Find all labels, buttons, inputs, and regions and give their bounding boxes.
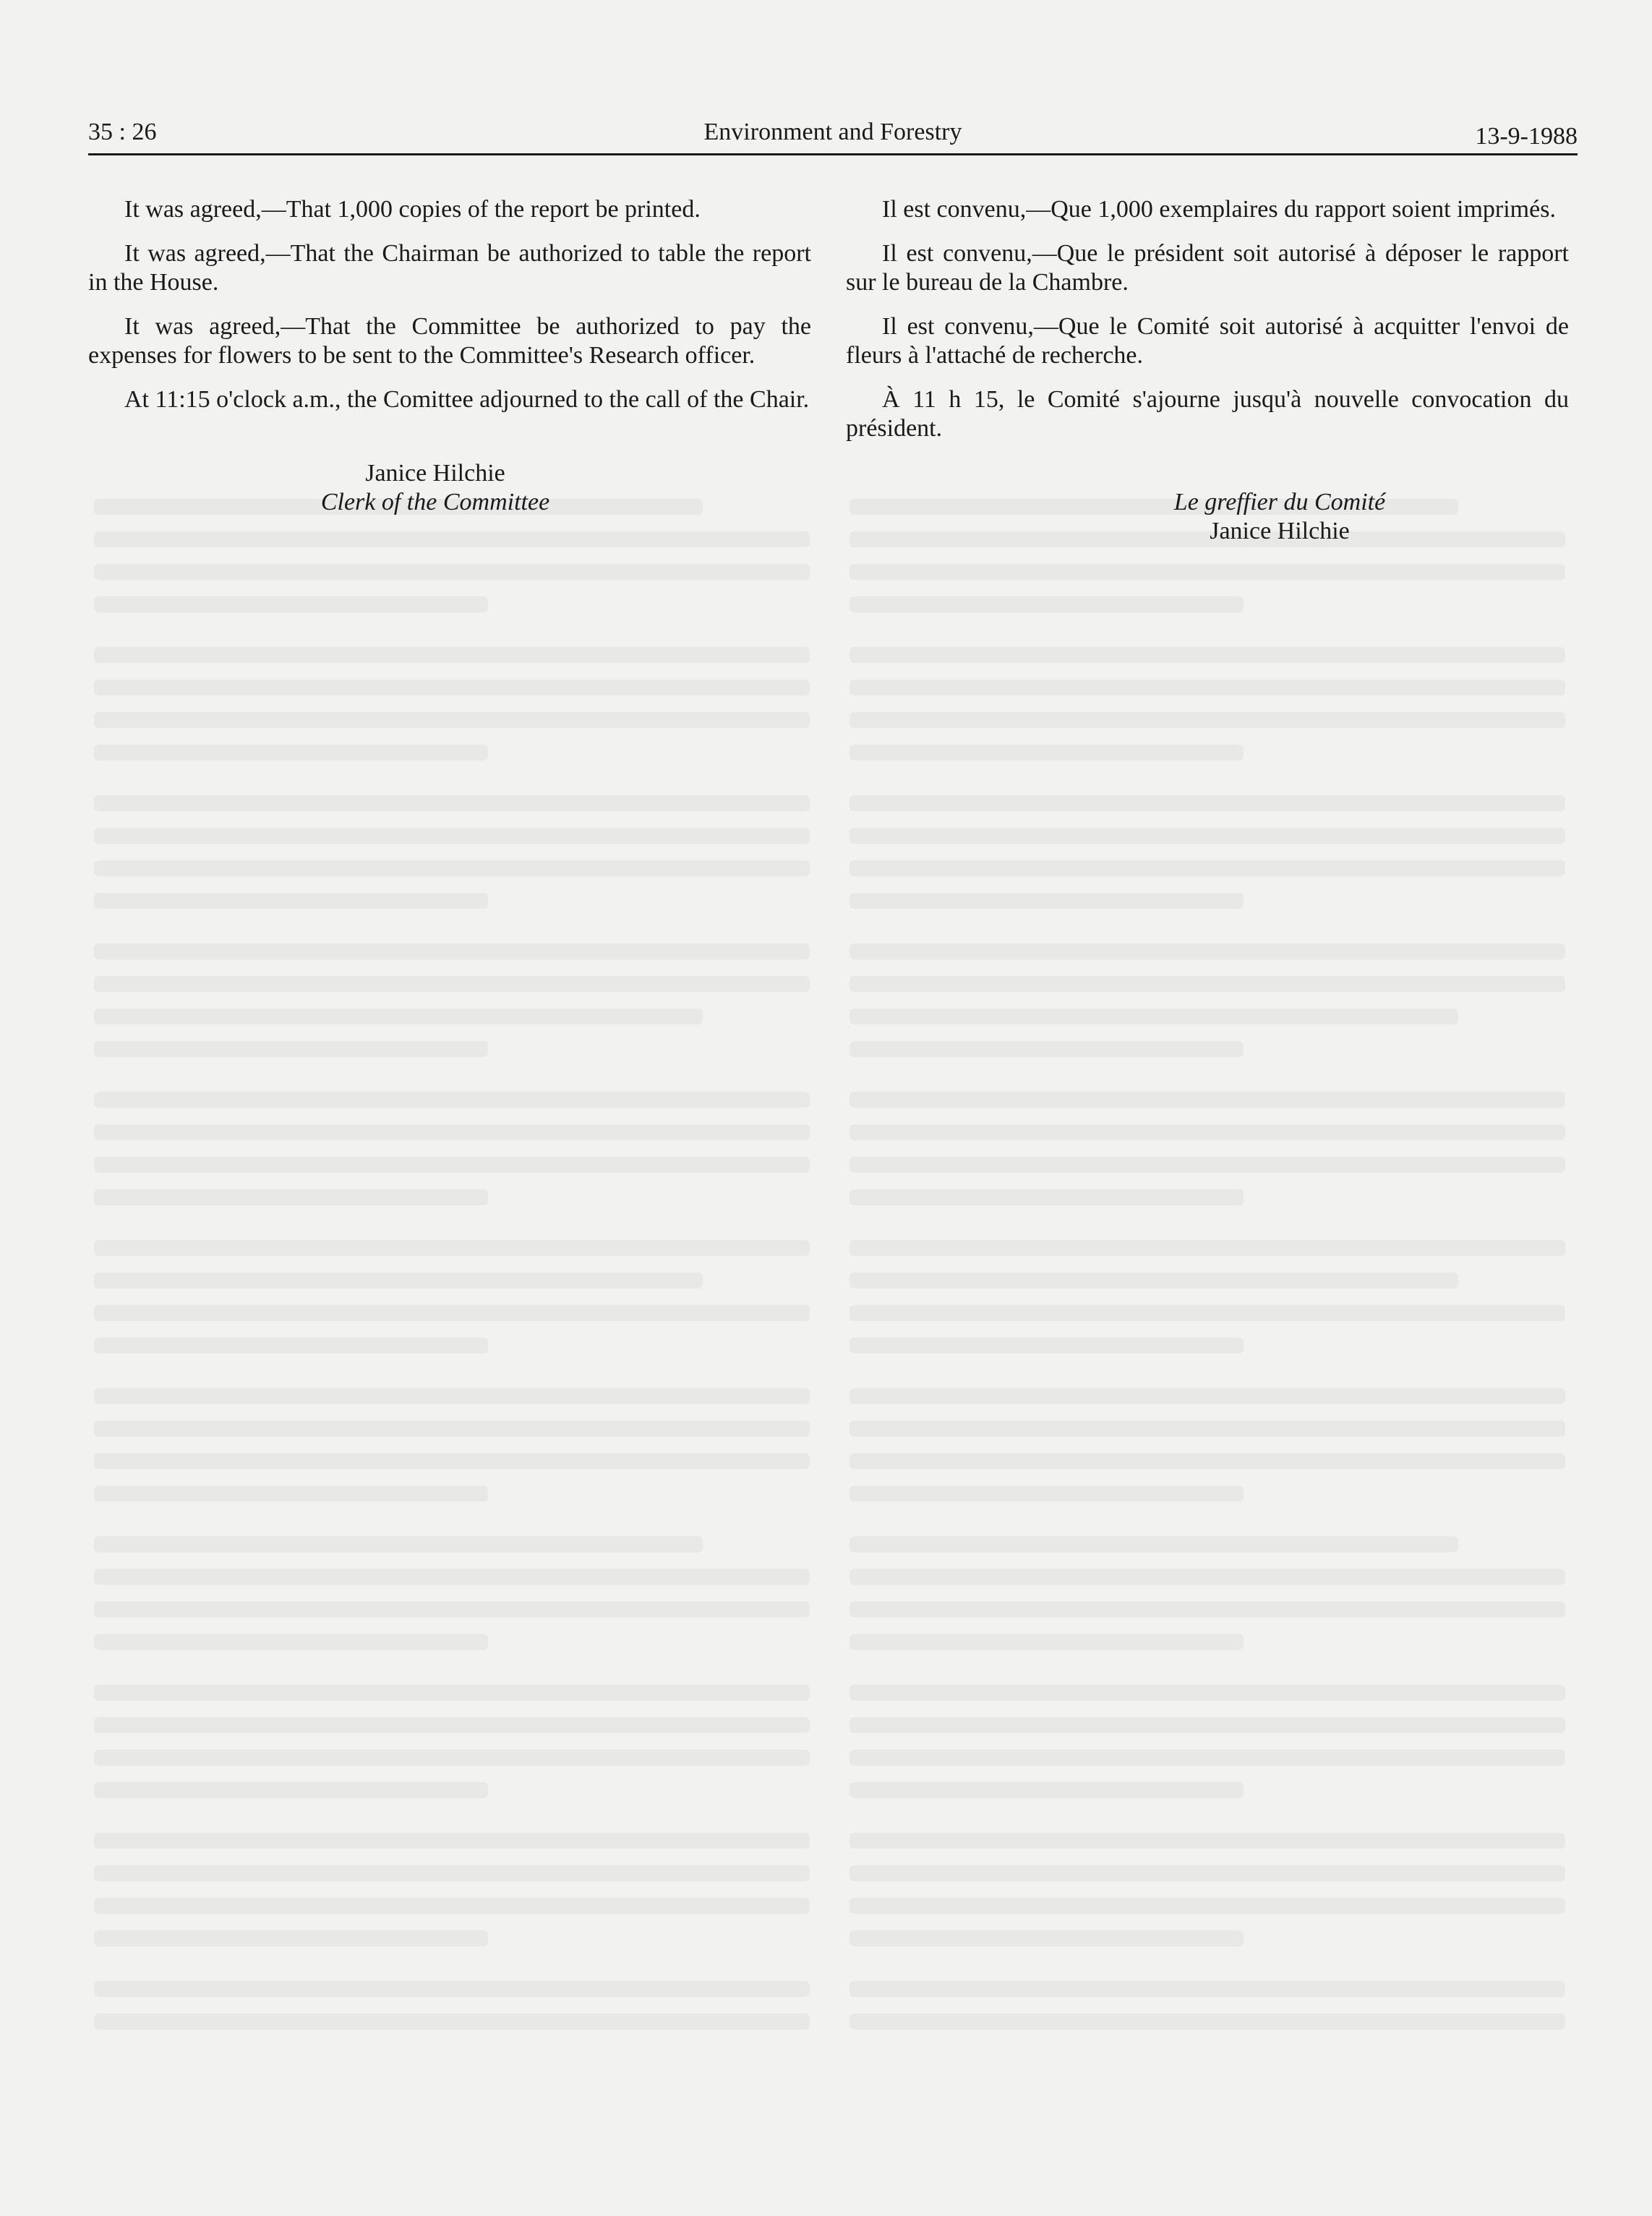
bleed-through-line [849, 680, 1565, 696]
header-rule [88, 153, 1578, 155]
bleed-through-line [94, 1092, 810, 1108]
minutes-paragraph: At 11:15 o'clock a.m., the Comittee adjourned to the call of the Chair. [124, 386, 810, 413]
minutes-paragraph: Il est convenu,—Que le Comité soit autorisé à acquitter l'envoi de fleurs à l'attaché de recherche. [846, 313, 1569, 369]
signature-title: Le greffier du Comité [1173, 489, 1386, 516]
bleed-through-line [849, 1750, 1565, 1766]
bleed-through-line [94, 647, 810, 663]
bleed-through-line [94, 1157, 810, 1173]
bleed-through-line [849, 1421, 1565, 1437]
bleed-through-line [94, 712, 810, 728]
bleed-through-line [94, 1634, 488, 1650]
page-number: 35 : 26 [88, 119, 157, 145]
bleed-through-line [94, 860, 810, 876]
bleed-through-line [94, 1536, 703, 1552]
bleed-through-line [94, 1305, 810, 1321]
bleed-through-line [94, 1421, 810, 1437]
minutes-paragraph: À 11 h 15, le Comité s'ajourne jusqu'à nouvelle convocation du président. [846, 386, 1569, 442]
signature-block [1063, 488, 1497, 546]
bleed-through-line [94, 1240, 810, 1256]
bleed-through-line [849, 1782, 1244, 1798]
bleed-through-line [94, 1388, 810, 1404]
bleed-through-line [94, 680, 810, 696]
bleed-through-line [849, 976, 1565, 992]
bleed-through-line [849, 1717, 1565, 1733]
bleed-through-line [849, 1930, 1244, 1946]
signature-title: Clerk of the Committee [320, 489, 550, 516]
bleed-through-line [94, 944, 810, 959]
bleed-through-line [94, 1272, 703, 1288]
bleed-through-line [94, 1041, 488, 1057]
bleed-through-line [94, 1009, 703, 1024]
minutes-paragraph: Il est convenu,—Que 1,000 exemplaires du rapport soient imprimés. [882, 196, 1556, 223]
bleed-through-line [94, 2014, 810, 2029]
bleed-through-line [849, 745, 1244, 761]
english-column [88, 195, 811, 517]
bleed-through-line [94, 976, 810, 992]
minutes-paragraph: It was agreed,—That the Chairman be authorized to table the report in the House. [88, 240, 811, 296]
bleed-through-line [849, 860, 1565, 876]
bleed-through-line [94, 1453, 810, 1469]
page-date: 13-9-1988 [1475, 123, 1578, 150]
minutes-paragraph: Il est convenu,—Que le président soit autorisé à déposer le rapport sur le bureau de la Chambre. [846, 240, 1569, 296]
bleed-through-line [849, 1041, 1244, 1057]
bleed-through-line [94, 1569, 810, 1585]
bleed-through-line [849, 647, 1565, 663]
bleed-through-line [94, 795, 810, 811]
bleed-through-line [849, 828, 1565, 844]
minutes-paragraph: It was agreed,—That 1,000 copies of the report be printed. [124, 196, 701, 223]
bleed-through-line [94, 1601, 810, 1617]
bleed-through-line [849, 893, 1244, 909]
bleed-through-line [94, 1124, 810, 1140]
bleed-through-line [849, 1189, 1244, 1205]
bleed-through-line [849, 944, 1565, 959]
bleed-through-line [94, 564, 810, 580]
bleed-through-line [94, 1782, 488, 1798]
bleed-through-line [94, 596, 488, 612]
bleed-through-line [849, 1124, 1565, 1140]
bleed-through-line [849, 1240, 1565, 1256]
bleed-through-line [94, 893, 488, 909]
bleed-through-line [849, 1634, 1244, 1650]
bleed-through-line [849, 1338, 1244, 1353]
bleed-through-line [94, 1930, 488, 1946]
bleed-through-line [94, 1338, 488, 1353]
bleed-through-line [94, 1189, 488, 1205]
bleed-through-line [849, 1601, 1565, 1617]
running-title: Environment and Forestry [703, 119, 962, 145]
bleed-through-line [94, 1750, 810, 1766]
bleed-through-line [849, 564, 1565, 580]
signature-name: Janice Hilchie [1210, 518, 1350, 544]
bleed-through-line [94, 1717, 810, 1733]
bleed-through-line [849, 1388, 1565, 1404]
bleed-through-line [849, 1569, 1565, 1585]
page-header [88, 119, 1578, 155]
bleed-through-line [849, 2014, 1565, 2029]
bleed-through-line [849, 1865, 1565, 1881]
bleed-through-line [94, 828, 810, 844]
bleed-through-line [94, 1981, 810, 1997]
bleed-through-line [849, 1453, 1565, 1469]
bleed-through-line [94, 1685, 810, 1700]
bleed-through-line [849, 795, 1565, 811]
signature-block [233, 459, 638, 517]
bleed-through-line [849, 1009, 1458, 1024]
bleed-through-line [849, 1833, 1565, 1849]
minutes-paragraph: It was agreed,—That the Committee be authorized to pay the expenses for flowers to be sent to the Committee's Research officer. [88, 313, 811, 369]
bleed-through-line [849, 1157, 1565, 1173]
bleed-through-line [849, 1898, 1565, 1914]
bleed-through-line [849, 1486, 1244, 1502]
bleed-through-line [94, 1833, 810, 1849]
bleed-through-line [849, 1536, 1458, 1552]
bleed-through-line [849, 712, 1565, 728]
bleed-through-line [94, 1898, 810, 1914]
bleed-through-line [94, 531, 810, 547]
bleed-through-line [849, 1981, 1565, 1997]
signature-name: Janice Hilchie [365, 460, 505, 487]
bleed-through-line [849, 1272, 1458, 1288]
bleed-through-line [849, 1305, 1565, 1321]
bleed-through-line [849, 1092, 1565, 1108]
bleed-through-line [849, 596, 1244, 612]
french-column [846, 195, 1569, 546]
bleed-through-line [94, 745, 488, 761]
bleed-through-line [94, 1486, 488, 1502]
bleed-through-line [94, 1865, 810, 1881]
bleed-through-line [849, 1685, 1565, 1700]
